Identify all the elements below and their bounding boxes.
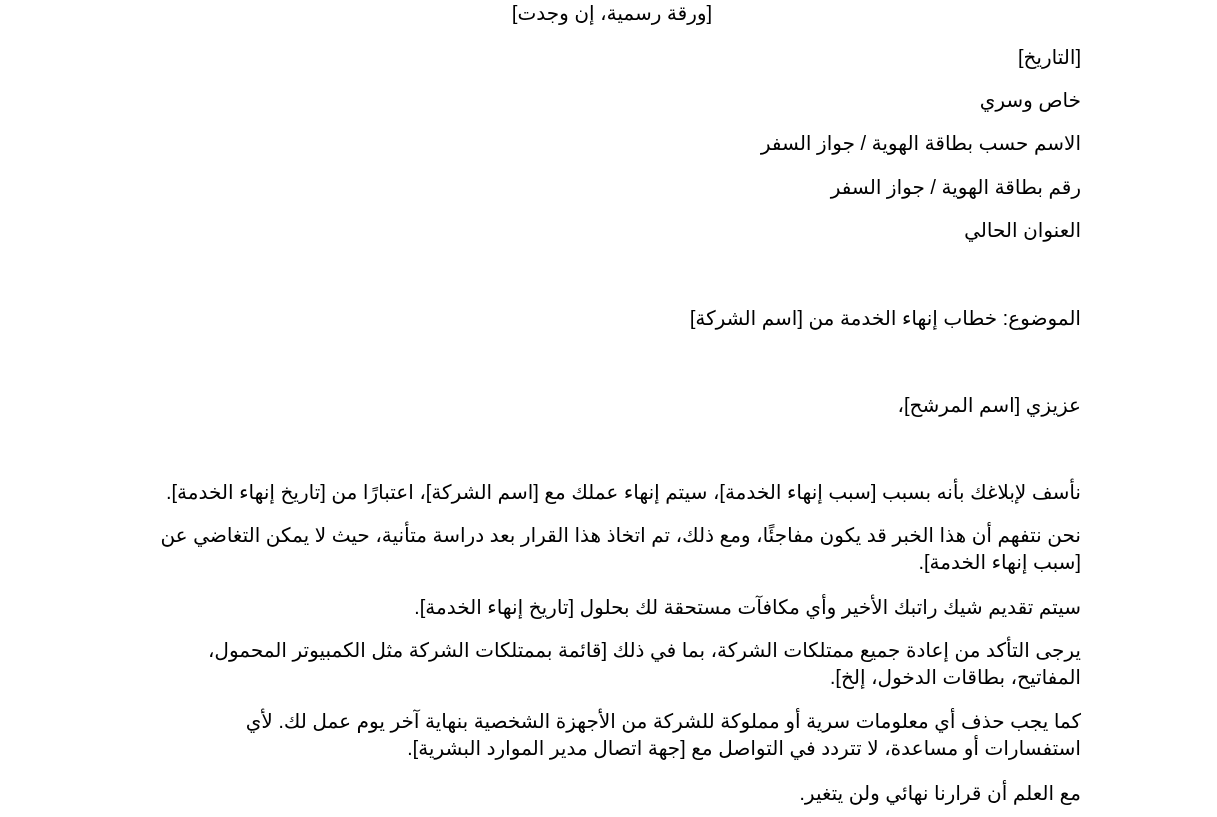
paragraph-termination-notice: نأسف لإبلاغك بأنه بسبب [سبب إنهاء الخدمة]، سيتم إنهاء عملك مع [اسم الشركة]، اعتبارًا من [تاريخ إنهاء الخدمة]. — [165, 482, 1081, 504]
confidential-line: خاص وسري — [979, 90, 1081, 112]
paragraph-final-decision: مع العلم أن قرارنا نهائي ولن يتغير. — [799, 783, 1081, 805]
recipient-id-line: رقم بطاقة الهوية / جواز السفر — [830, 177, 1081, 199]
paragraph-decision-explanation: نحن نتفهم أن هذا الخبر قد يكون مفاجئًا، ومع ذلك، تم اتخاذ هذا القرار بعد دراسة متأنية، حيث لا يمكن التغاضي عن [سبب إنهاء الخدمة]. — [160, 525, 1081, 574]
letterhead-placeholder: [ورقة رسمية، إن وجدت] — [511, 3, 713, 25]
recipient-address-line: العنوان الحالي — [964, 220, 1081, 242]
date-line: [التاريخ] — [1017, 47, 1081, 69]
paragraph-final-paycheck: سيتم تقديم شيك راتبك الأخير وأي مكافآت مستحقة لك بحلول [تاريخ إنهاء الخدمة]. — [414, 597, 1081, 619]
paragraph-return-property: يرجى التأكد من إعادة جميع ممتلكات الشركة، بما في ذلك [قائمة بممتلكات الشركة مثل الكمبيوتر المحمول، المفاتيح، بطاقات الدخول، إلخ]. — [207, 640, 1081, 689]
subject-line: الموضوع: خطاب إنهاء الخدمة من [اسم الشركة] — [689, 308, 1081, 330]
salutation-line: عزيزي [اسم المرشح]، — [897, 395, 1081, 417]
recipient-name-line: الاسم حسب بطاقة الهوية / جواز السفر — [760, 133, 1081, 155]
paragraph-confidential-info: كما يجب حذف أي معلومات سرية أو مملوكة للشركة من الأجهزة الشخصية بنهاية آخر يوم عمل لك. لأي استفسارات أو مساعدة، لا تتردد في التواصل مع [جهة اتصال مدير الموارد البشرية]. — [245, 711, 1081, 760]
